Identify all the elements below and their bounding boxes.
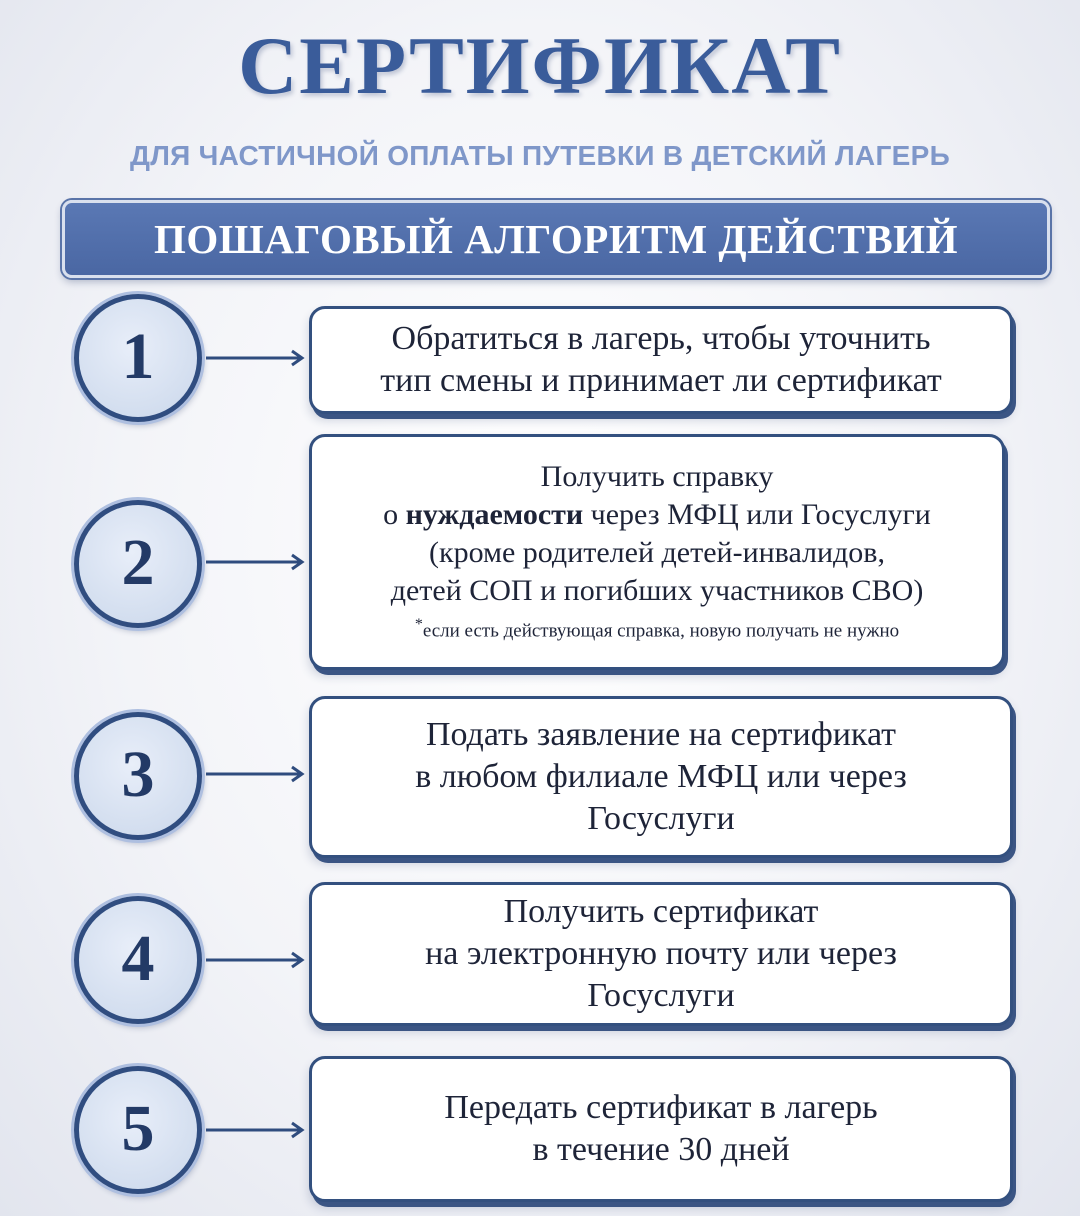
step-2-text-suffix: через МФЦ или Госуслуги xyxy=(583,497,931,531)
step-5-text-line-2: в течение 30 дней xyxy=(532,1131,790,1168)
step-4-number: 4 xyxy=(74,896,202,1024)
step-3-number: 3 xyxy=(74,712,202,840)
step-2-footnote-text: если есть действующая справка, новую получать не нужно xyxy=(422,620,900,642)
step-5-box xyxy=(309,1056,1013,1202)
step-2-text-line-4: детей СОП и погибших участников СВО) xyxy=(390,573,924,607)
step-2-text-line-1: Получить справку xyxy=(540,459,774,493)
step-3-text-line-2: в любом филиале МФЦ или через xyxy=(415,758,907,795)
step-4-text-line-2: на электронную почту или через xyxy=(425,935,897,972)
step-4-box xyxy=(309,882,1013,1026)
step-5-arrow-icon xyxy=(206,1120,306,1140)
step-4-arrow-icon xyxy=(206,950,306,970)
step-2-number: 2 xyxy=(74,500,202,628)
step-3-text-line-3: Госуслуги xyxy=(587,800,735,837)
step-2-arrow-icon xyxy=(206,552,306,572)
step-2-text-prefix: о xyxy=(383,497,406,531)
step-2-footnote xyxy=(415,610,899,646)
step-3-arrow-icon xyxy=(206,764,306,784)
step-5-text-line-1: Передать сертификат в лагерь xyxy=(444,1089,878,1126)
step-1-text-line-1: Обратиться в лагерь, чтобы уточнить xyxy=(391,320,931,357)
step-1-arrow-icon xyxy=(206,348,306,368)
page-title: СЕРТИФИКАТ xyxy=(238,20,842,111)
step-2-box xyxy=(309,434,1005,670)
step-2-text-line-3: (кроме родителей детей-инвалидов, xyxy=(429,535,885,569)
step-2-footnote-mark: * xyxy=(414,615,423,633)
step-1-text-line-2: тип смены и принимает ли сертификат xyxy=(380,362,942,399)
step-3-text-line-1: Подать заявление на сертификат xyxy=(425,716,897,753)
algorithm-banner: ПОШАГОВЫЙ АЛГОРИТМ ДЕЙСТВИЙ xyxy=(62,200,1050,278)
step-5-number: 5 xyxy=(74,1066,202,1194)
step-1-number: 1 xyxy=(74,294,202,422)
step-2-text-bold: нуждаемости xyxy=(405,497,584,531)
step-4-text-line-3: Госуслуги xyxy=(587,977,735,1014)
page-subtitle: ДЛЯ ЧАСТИЧНОЙ ОПЛАТЫ ПУТЕВКИ В ДЕТСКИЙ ЛАГЕРЬ xyxy=(129,140,951,171)
step-1-box xyxy=(309,306,1013,414)
step-2-text-line-2 xyxy=(383,496,931,534)
step-3-box xyxy=(309,696,1013,858)
step-4-text-line-1: Получить сертификат xyxy=(503,893,819,930)
